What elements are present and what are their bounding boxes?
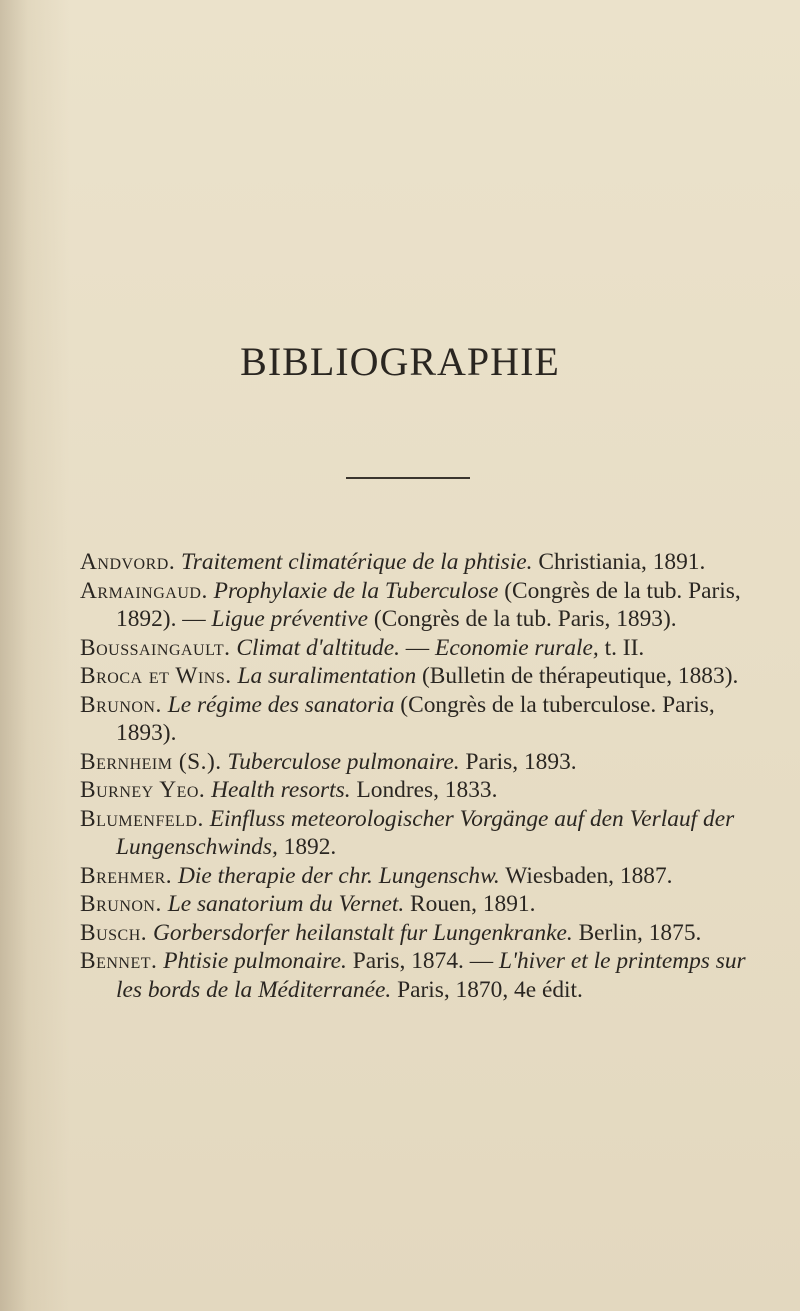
entry-title: Le sanatorium du Vernet.	[167, 891, 405, 917]
entry-title: Gorbersdorfer heilanstalt fur Lungenkranke.	[153, 919, 573, 946]
title-rule	[346, 477, 470, 479]
entry-author: Busch.	[80, 919, 148, 946]
entry-title: Le régime des sanatoria	[167, 691, 395, 718]
entry-text: Rouen, 1891.	[404, 891, 536, 917]
entry-text: Berlin, 1875.	[572, 919, 702, 946]
entry-author: Burney Yeo.	[80, 777, 206, 803]
entry-text: Christiania, 1891.	[532, 549, 706, 575]
entry-text: (Congrès de la tub. Paris, 1892). —	[116, 577, 741, 632]
bibliography-entry	[80, 947, 770, 1004]
entry-title: Ligue préventive	[211, 606, 369, 632]
entry-title: Traitement climatérique de la phtisie.	[181, 549, 533, 575]
bibliography-entry	[80, 634, 770, 663]
entry-text: (Congrès de la tub. Paris, 1893).	[368, 606, 677, 632]
entry-author: Boussaingault.	[80, 634, 231, 661]
entry-title: Health resorts.	[211, 777, 351, 803]
entry-title: Economie rurale,	[435, 634, 599, 661]
entry-title: Tuberculose pulmonaire.	[227, 748, 460, 775]
entry-text: Paris, 1870, 4e édit.	[391, 976, 583, 1003]
entry-text: t. II.	[598, 634, 645, 661]
entry-author: Broca et Wins.	[80, 663, 232, 689]
entry-text: Paris, 1874. —	[346, 948, 499, 974]
entry-title: Prophylaxie de la Tuberculose	[213, 577, 499, 604]
entry-title: Phtisie pulmonaire.	[163, 948, 347, 974]
bibliography-entry	[80, 862, 770, 891]
bibliography-entry	[80, 662, 770, 691]
entry-title: La suralimentation	[237, 663, 417, 689]
entry-author: Brunon.	[80, 891, 162, 917]
entry-title: Climat d'altitude.	[236, 634, 400, 661]
entry-author: Andvord.	[80, 549, 176, 575]
entry-text: (Bulletin de thérapeutique, 1883).	[416, 663, 739, 689]
bibliography-entry	[80, 577, 770, 634]
entry-author: Brehmer.	[80, 862, 173, 889]
entry-text: 1892.	[277, 834, 337, 860]
page-title: BIBLIOGRAPHIE	[240, 339, 560, 384]
entry-author: Bennet.	[80, 948, 158, 974]
entry-author: Bernheim (S.).	[80, 748, 222, 775]
entry-author: Brunon.	[80, 691, 162, 718]
bibliography-list	[80, 548, 770, 1004]
entry-author: Blumenfeld.	[80, 805, 204, 832]
entry-title: Die therapie der chr. Lungenschw.	[177, 862, 500, 889]
entry-text: Paris, 1893.	[459, 748, 577, 775]
bibliography-entry	[80, 548, 770, 577]
entry-text: Londres, 1833.	[350, 777, 498, 803]
entry-text: Wiesbaden, 1887.	[499, 862, 673, 889]
bibliography-entry	[80, 805, 770, 862]
bibliography-entry	[80, 919, 770, 948]
entry-title: Einfluss meteorologischer Vorgänge auf den Verlauf der Lungenschwinds,	[116, 805, 735, 860]
bibliography-entry	[80, 776, 770, 805]
entry-author: Armaingaud.	[80, 577, 208, 604]
entry-text: —	[399, 634, 436, 661]
bibliography-entry	[80, 691, 770, 748]
entry-text: (Congrès de la tuberculose. Paris, 1893).	[116, 691, 715, 746]
bibliography-entry	[80, 748, 770, 777]
bibliography-entry	[80, 890, 770, 919]
entry-title: L'hiver et le printemps sur les bords de la Méditerranée.	[116, 948, 746, 1003]
